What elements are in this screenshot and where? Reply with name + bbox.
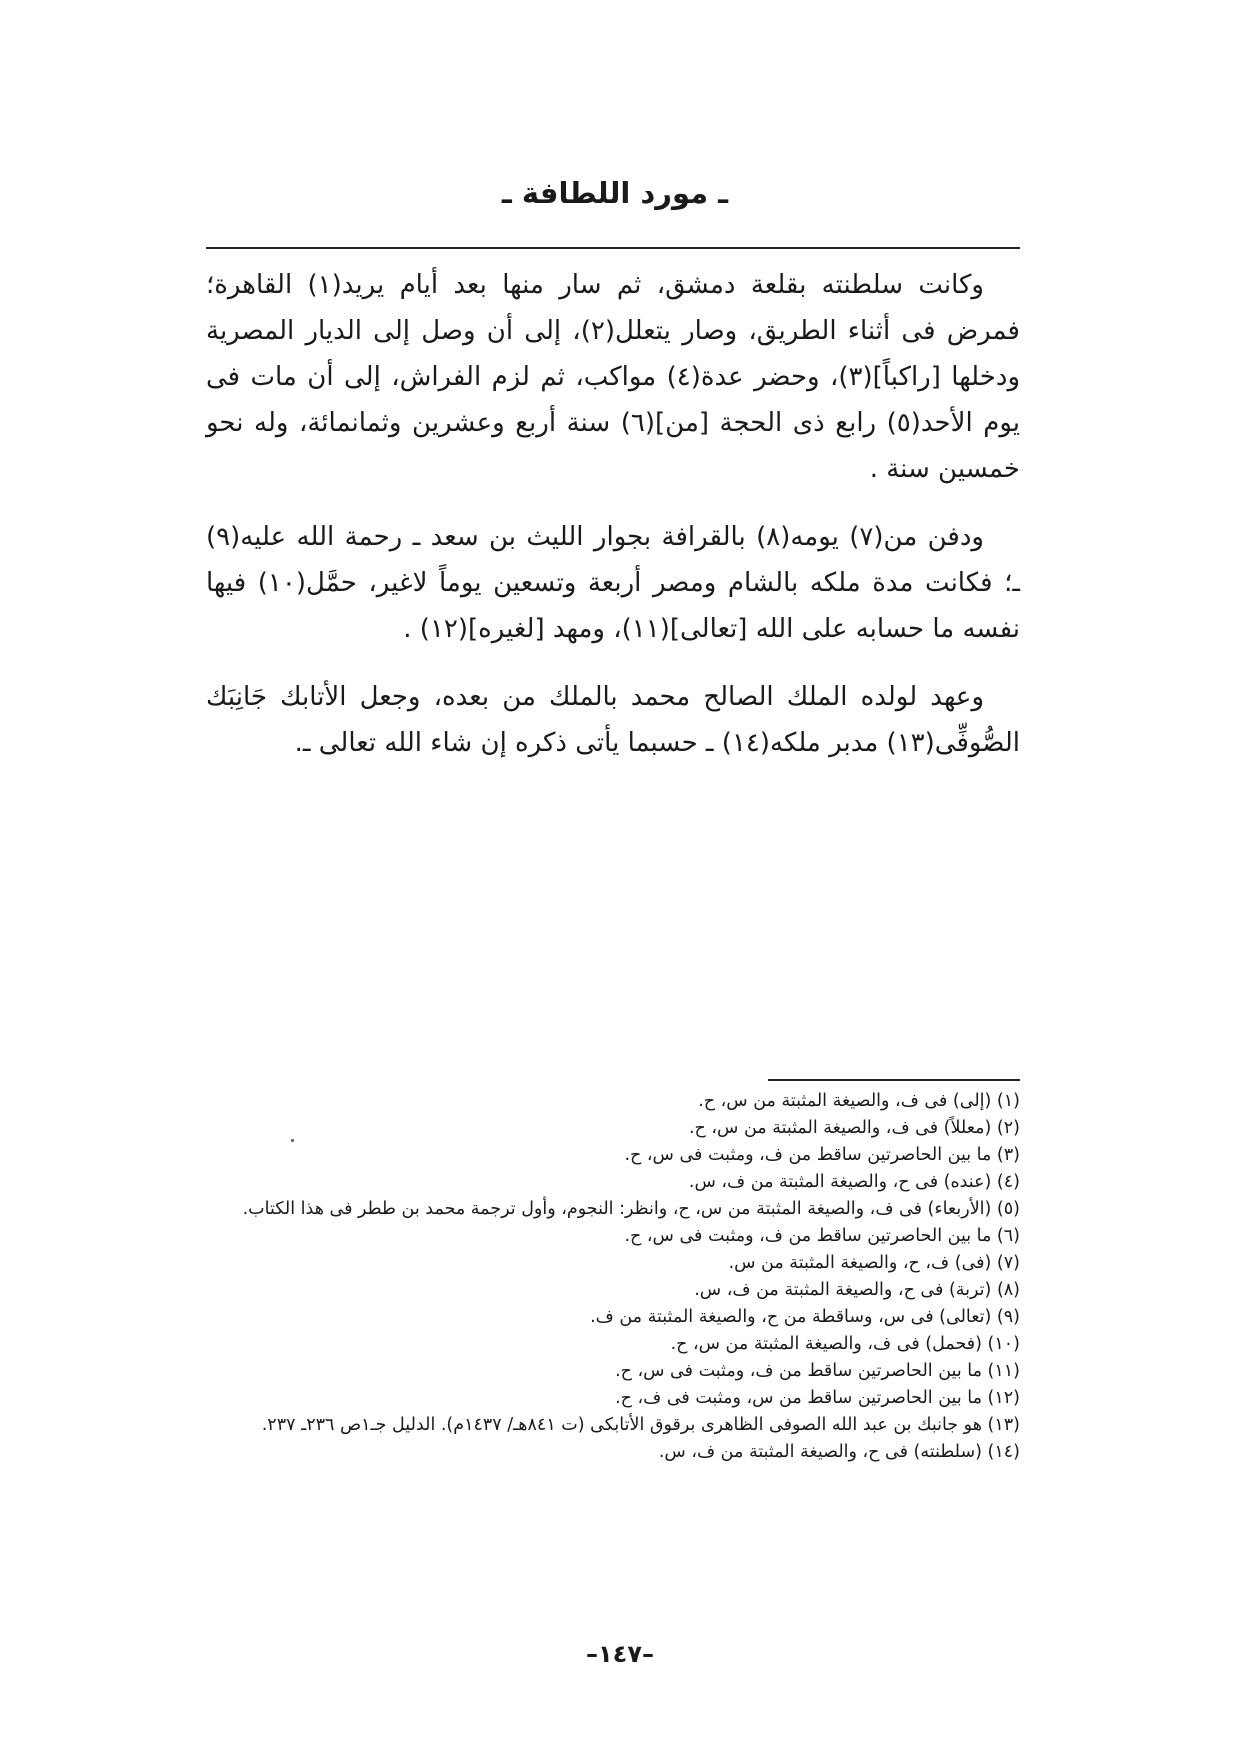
footnote: (٢) (معللاً) فى ف، والصيغة المثبتة من س، ح. <box>688 1118 1020 1138</box>
body-paragraph: وكانت سلطنته بقلعة دمشق، ثم سار منها بعد أيام يريد(١) القاهرة؛ فمرض فى أثناء الطريق، وصار يتعلل(٢)، إلى أن وصل إلى الديار المصرية ودخلها [راكباً](٣)، وحضر عدة(٤) مواكب، ثم لزم الفراش، إلى أن مات فى يوم الأحد(٥) رابع ذى الحجة [من](٦) سنة أربع وعشرين وثمانمائة، وله نحو خمسين سنة . <box>206 270 1021 484</box>
running-title: ـ مورد اللطافة ـ <box>501 176 729 210</box>
body-paragraph: وعهد لولده الملك الصالح محمد بالملك من بعده، وجعل الأتابك جَانِبَك الصُّوفِّى(١٣) مدبر ملكه(١٤) ـ حسبما يأتى ذكره إن شاء الله تعالى ـ. <box>206 682 1020 758</box>
footnote: (٩) (تعالى) فى س، وساقطة من ح، والصيغة المثبتة من ف. <box>590 1307 1020 1327</box>
footnote: (١٢) ما بين الحاصرتين ساقط من س، ومثبت فى ف، ح. <box>615 1388 1020 1408</box>
footnote: (٥) (الأربعاء) فى ف، والصيغة المثبتة من س، ح، وانظر: النجوم، وأول ترجمة محمد بن ططر فى هذا الكتاب. <box>242 1199 1020 1219</box>
body-text <box>206 262 1020 788</box>
footnote: (٤) (عنده) فى ح، والصيغة المثبتة من ف، س. <box>688 1172 1020 1192</box>
footnote: (١٤) (سلطنته) فى ح، والصيغة المثبتة من ف، س. <box>658 1442 1020 1462</box>
footnotes <box>206 1088 1020 1466</box>
footnote: (١٠) (فحمل) فى ف، والصيغة المثبتة من س، ح. <box>670 1334 1020 1354</box>
header-rule <box>206 247 1020 249</box>
footnote: (٣) ما بين الحاصرتين ساقط من ف، ومثبت فى س، ح. <box>624 1145 1020 1165</box>
footnote: (٨) (تربة) فى ح، والصيغة المثبتة من ف، س. <box>694 1280 1020 1300</box>
footnote: (١) (إلى) فى ف، والصيغة المثبتة من س، ح. <box>698 1091 1020 1111</box>
body-paragraph: ودفن من(٧) يومه(٨) بالقرافة بجوار الليث بن سعد ـ رحمة الله عليه(٩) ـ؛ فكانت مدة ملكه بالشام ومصر أربعة وتسعين يوماً لاغير، حمَّل(١٠) فيها نفسه ما حسابه على الله [تعالى](١١)، ومهد [لغيره](١٢) . <box>206 522 1020 644</box>
footnote-rule <box>768 1079 1020 1081</box>
footnote: (١٣) هو جانبك بن عبد الله الصوفى الظاهرى برقوق الأتابكى (ت ٨٤١هـ/ ١٤٣٧م). الدليل جـ١ص ٢٣٦ـ ٢٣٧. <box>261 1415 1020 1435</box>
footnote: (٧) (فى) ف، ح، والصيغة المثبتة من س. <box>728 1253 1020 1273</box>
footnote: (٦) ما بين الحاصرتين ساقط من ف، ومثبت فى س، ح. <box>624 1226 1020 1246</box>
page-number: –١٤٧– <box>586 1640 654 1668</box>
footnote: (١١) ما بين الحاصرتين ساقط من ف، ومثبت فى س، ح. <box>615 1361 1020 1381</box>
